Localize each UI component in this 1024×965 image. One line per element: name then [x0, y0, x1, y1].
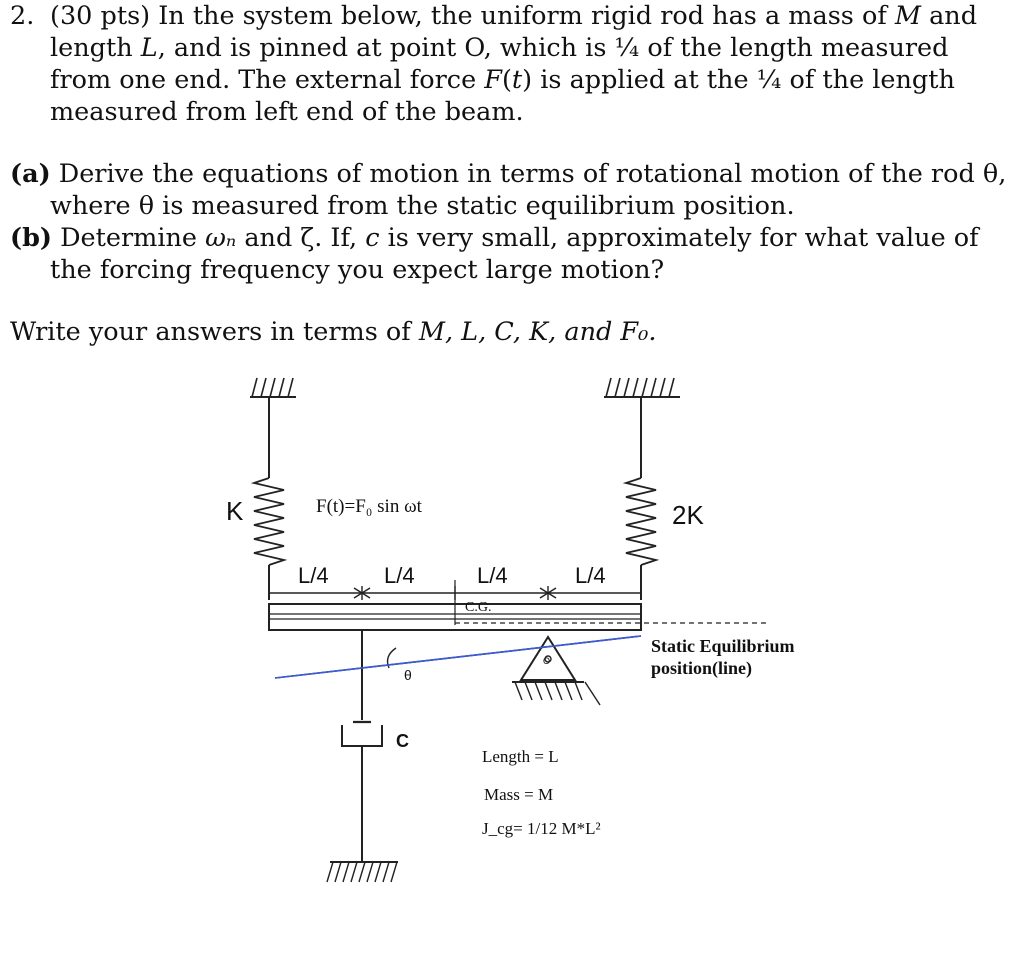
ground-hatch: [327, 862, 397, 882]
part-b-text-c: is very small, approximately for what value of the forcing frequency you expect large motion?: [50, 223, 979, 285]
force-label: F(t)=F₀ sin ωt: [316, 496, 422, 517]
part-b-text-b: and ζ. If,: [236, 223, 366, 253]
property-mass: Mass = M: [484, 785, 554, 804]
cg-label: C.G.: [465, 600, 492, 615]
segment-label-3: L/4: [477, 563, 508, 588]
static-label-line2: position(line): [651, 658, 753, 678]
damper-label: C: [396, 731, 409, 751]
intro-text-a: (30 pts) In the system below, the uniform rigid rod has a mass of: [50, 1, 895, 31]
right-ceiling-hatch: [606, 378, 674, 397]
segment-label-4: L/4: [575, 563, 606, 588]
right-spring: [626, 478, 656, 565]
question-number: 2.: [10, 1, 35, 31]
spring-right-label: 2K: [672, 500, 704, 530]
segment-label-1: L/4: [298, 563, 329, 588]
answers-terms: M, L, C, K, and F₀.: [418, 317, 657, 347]
intro-text-c: , and is pinned at point O, which is ¼ of the length measured from one end. The external force: [50, 33, 949, 95]
symbol-mass: M: [894, 1, 921, 31]
damper-cylinder: [342, 725, 382, 746]
symbol-time: t: [511, 65, 523, 95]
part-a-text: Derive the equations of motion in terms of rotational motion of the rod θ, where θ is measured from the static equilibrium position.: [50, 159, 1007, 221]
static-line-highlight: [275, 636, 641, 678]
pivot-ground-hatch: [515, 682, 600, 705]
intro-text-d: ) is applied at the ¼ of the length measured from left end of the beam.: [50, 65, 955, 127]
force-paren: (: [501, 65, 512, 95]
property-length: Length = L: [482, 747, 559, 766]
intro-text-b: and length: [50, 1, 978, 63]
left-ceiling-hatch: [252, 378, 293, 397]
theta-label: θ: [404, 667, 412, 683]
static-label-line1: Static Equilibrium: [651, 636, 795, 656]
symbol-force: F: [484, 65, 502, 95]
answers-prefix: Write your answers in terms of: [10, 317, 419, 347]
pivot-label: O: [543, 656, 551, 666]
segment-label-2: L/4: [384, 563, 415, 588]
spring-left-label: K: [226, 496, 244, 526]
property-inertia: J_cg= 1/12 M*L²: [482, 819, 601, 838]
part-b-text-a: Determine: [51, 223, 206, 253]
symbol-length: L: [140, 33, 158, 63]
symbol-c: c: [365, 223, 380, 253]
symbol-omega-n: ωₙ: [205, 223, 237, 253]
part-b-label: (b): [10, 223, 52, 253]
part-a-label: (a): [10, 159, 51, 189]
left-spring: [254, 478, 284, 565]
